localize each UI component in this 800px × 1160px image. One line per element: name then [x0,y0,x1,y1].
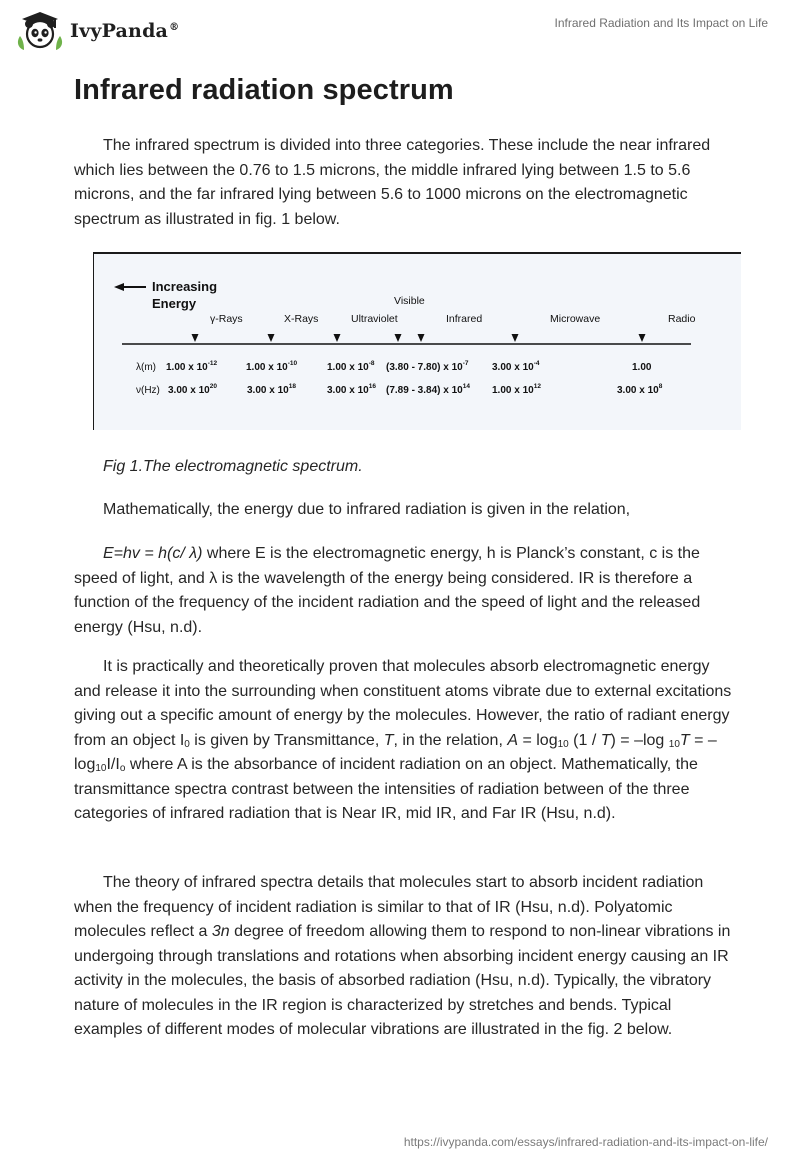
band-label-0: γ-Rays [210,313,243,325]
paragraph-formula-text: where E is the electromagnetic energy, h is Planck’s constant, c is the speed of light, and λ is the wavelength of the energy being considered. IR is therefore a function of the frequency of the incident radiation and the speed of light and the released energy (Hsu, n.d). [74,545,701,636]
triangle-down-icon [192,334,199,342]
nu-value-1: 3.00 x $10^{18}$ [247,383,296,396]
lambda-value-4: 3.00 x $10^{-4}$ [492,360,540,373]
triangle-down-icon [268,334,275,342]
lambda-value-3: (3.80 - 7.80) x $10^{-7}$ [386,360,469,373]
lambda-value-1: 1.00 x $10^{-10}$ [246,360,298,373]
nu-value-0: 3.00 x $10^{20}$ [168,383,217,396]
band-visible: Visible [394,295,425,307]
band-label-3: Infrared [446,313,483,325]
band-label-4: Microwave [550,313,601,325]
triangle-down-icon [395,334,402,342]
energy-formula: E=hv = h(c/ λ) [103,545,203,562]
lambda-value-5: 1.00 [632,362,652,373]
arrow-label-line1: Increasing [152,279,218,294]
paragraph-energy: Mathematically, the energy due to infrared radiation is given in the relation, [103,501,631,518]
triangle-down-icon [639,334,646,342]
nu-value-5: 3.00 x $10^8$ [617,383,663,396]
panda-graduate-icon [14,10,66,52]
lambda-value-0: 1.00 x $10^{-12}$ [166,360,218,373]
figure-caption: Fig 1.The electromagnetic spectrum. [103,458,363,475]
band-label-5: Radio [668,313,696,325]
arrow-label-line2: Energy [152,296,197,311]
page-header [0,0,800,64]
brand-logo[interactable] [14,10,179,52]
spectrum-diagram [94,254,740,430]
registered-mark: ® [169,21,180,33]
paragraph-formula [74,542,734,640]
document-title: Infrared Radiation and Its Impact on Life [554,16,768,30]
nu-value-4: 1.00 x $10^{12}$ [492,383,541,396]
triangle-down-icon [512,334,519,342]
triangle-down-icon [418,334,425,342]
section-heading: Infrared radiation spectrum [74,74,454,106]
triangle-down-icon [334,334,341,342]
nu-value-2: 3.00 x $10^{16}$ [327,383,376,396]
paragraph-theory: The theory of infrared spectra details that molecules start to absorb incident radiation when the frequency of incident radiation is similar to that of IR (Hsu, n.d). Polyatomic molecules reflect a 3n degree of freedom allowing them to respond to non-linear vibrations in undergoing through translations and rotations when absorbing incident energy causing an IR activity in the molecules, the basis of absorbed radiation (Hsu, n.d). Typically, the vibratory nature of molecules in the IR region is characterized by stretches and bends. Typical examples of different modes of molecular vibrations are illustrated in the fig. 2 below. [74,874,731,1038]
arrow-left-icon [114,283,146,291]
spectrum-figure [93,252,741,430]
band-label-2: Ultraviolet [351,313,398,325]
paragraph-transmittance: It is practically and theoretically proven that molecules absorb electromagnetic energy and release it into the surrounding when constituent atoms vibrate due to external excitations giving out a specific amount of energy by the molecules. However, the ratio of radiant energy from an object $I_0$ is given by Transmittance, T, in the relation, $A = \log_{10} (1 / T) = -\log$ $_{10}T = -\log_{10}I/I_o$ where A is the absorbance of incident radiation on an object. Mathematically, the transmittance spectra contrast between the intensities of radiation between of the three categories of infrared radiation that is Near IR, mid IR, and Far IR (Hsu, n.d). [74,658,732,822]
brand-name: IvyPanda® [70,20,180,42]
lambda-value-2: 1.00 x $10^{-8}$ [327,360,375,373]
row-label-nu: ν(Hz) [136,385,160,396]
row-label-lambda: λ(m) [136,362,156,373]
band-label-1: X-Rays [284,313,319,325]
nu-value-3: (7.89 - 3.84) x $10^{14}$ [386,383,470,396]
paragraph-intro: The infrared spectrum is divided into three categories. These include the near infrared which lies between the 0.76 to 1.5 microns, the middle infrared lying between 1.5 to 5.6 microns, and the far infrared lying between 5.6 to 1000 microns on the electromagnetic spectrum as illustrated in fig. 1 below. [74,137,711,228]
source-url[interactable]: https://ivypanda.com/essays/infrared-radiation-and-its-impact-on-life/ [403,1135,768,1149]
